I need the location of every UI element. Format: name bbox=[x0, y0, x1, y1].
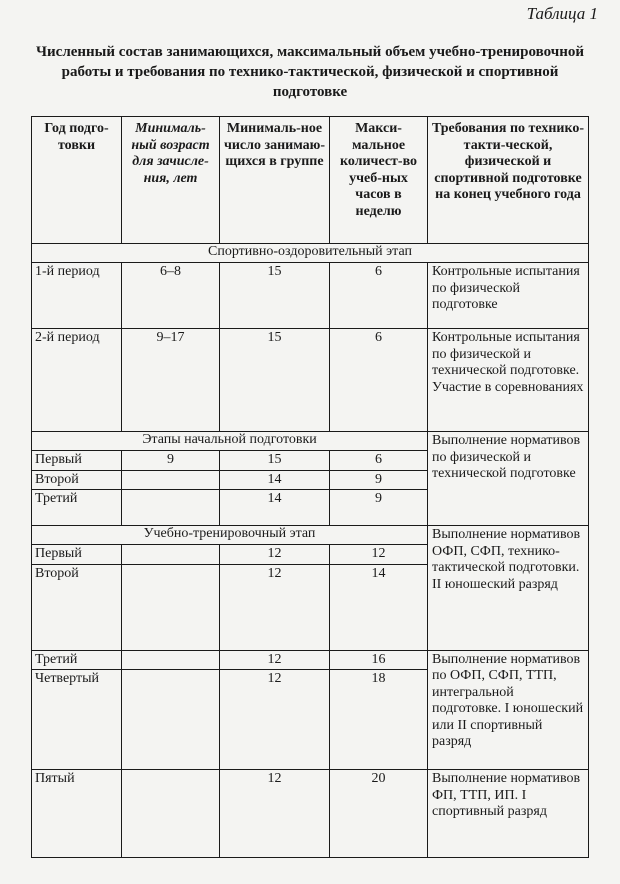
age-cell bbox=[122, 650, 220, 670]
age-cell bbox=[122, 564, 220, 650]
year-cell: Третий bbox=[32, 490, 122, 526]
hours-cell: 9 bbox=[330, 470, 428, 490]
year-cell: Второй bbox=[32, 564, 122, 650]
col-header-min-age: Минималь-ный возраст для зачисле-ния, лет bbox=[122, 117, 220, 244]
hours-cell: 6 bbox=[330, 451, 428, 471]
min-group-cell: 15 bbox=[220, 263, 330, 329]
year-cell: Второй bbox=[32, 470, 122, 490]
col-header-min-group: Минималь-ное число занимаю-щихся в группе bbox=[220, 117, 330, 244]
min-group-cell: 14 bbox=[220, 490, 330, 526]
table-title: Численный состав занимающихся, максимальный объем учебно-тренировочной работы и требования по технико-тактической, физической и спортивной подготовке bbox=[36, 44, 584, 100]
stage-row bbox=[32, 432, 589, 451]
hours-cell: 12 bbox=[330, 545, 428, 565]
header-row bbox=[32, 117, 589, 244]
table-row bbox=[32, 650, 589, 670]
table-row bbox=[32, 329, 589, 432]
hours-cell: 20 bbox=[330, 770, 428, 858]
age-cell bbox=[122, 670, 220, 770]
year-cell: Четвертый bbox=[32, 670, 122, 770]
table-number: Таблица 1 bbox=[526, 4, 598, 23]
table-row bbox=[32, 263, 589, 329]
requirements-cell: Выполнение нормативов ОФП, СФП, технико-тактической подготовки. II юношеский разряд bbox=[428, 526, 589, 651]
hours-cell: 6 bbox=[330, 263, 428, 329]
hours-cell: 16 bbox=[330, 650, 428, 670]
col-header-requirements: Требования по технико-такти-ческой, физической и спортивной подготовке на конец учебного года bbox=[428, 117, 589, 244]
hours-cell: 9 bbox=[330, 490, 428, 526]
age-cell bbox=[122, 770, 220, 858]
hours-cell: 18 bbox=[330, 670, 428, 770]
age-cell: 6–8 bbox=[122, 263, 220, 329]
table-row bbox=[32, 770, 589, 858]
training-requirements-table bbox=[31, 116, 589, 858]
age-cell: 9 bbox=[122, 451, 220, 471]
age-cell bbox=[122, 470, 220, 490]
requirements-cell: Контрольные испытания по физической и технической подготовке. Участие в соревнованиях bbox=[428, 329, 589, 432]
col-header-max-hours: Макси-мальное количест-во учеб-ных часов в неделю bbox=[330, 117, 428, 244]
min-group-cell: 14 bbox=[220, 470, 330, 490]
col-header-year: Год подго-товки bbox=[32, 117, 122, 244]
requirements-cell: Контрольные испытания по физической подготовке bbox=[428, 263, 589, 329]
min-group-cell: 12 bbox=[220, 670, 330, 770]
year-cell: Первый bbox=[32, 451, 122, 471]
stage-name: Спортивно-оздоровительный этап bbox=[32, 244, 589, 263]
requirements-cell: Выполнение нормативов по ОФП, СФП, ТТП, интегральной подготовке. I юношеский или II спортивный разряд bbox=[428, 650, 589, 770]
min-group-cell: 12 bbox=[220, 650, 330, 670]
requirements-cell: Выполнение нормативов ФП, ТТП, ИП. I спортивный разряд bbox=[428, 770, 589, 858]
stage-name: Этапы начальной подготовки bbox=[32, 432, 428, 451]
year-cell: Третий bbox=[32, 650, 122, 670]
age-cell bbox=[122, 545, 220, 565]
year-cell: 1-й период bbox=[32, 263, 122, 329]
stage-row bbox=[32, 526, 589, 545]
min-group-cell: 12 bbox=[220, 564, 330, 650]
year-cell: Первый bbox=[32, 545, 122, 565]
min-group-cell: 12 bbox=[220, 545, 330, 565]
hours-cell: 6 bbox=[330, 329, 428, 432]
min-group-cell: 15 bbox=[220, 451, 330, 471]
age-cell: 9–17 bbox=[122, 329, 220, 432]
age-cell bbox=[122, 490, 220, 526]
stage-row bbox=[32, 244, 589, 263]
min-group-cell: 12 bbox=[220, 770, 330, 858]
requirements-cell: Выполнение нормативов по физической и технической подготовке bbox=[428, 432, 589, 526]
hours-cell: 14 bbox=[330, 564, 428, 650]
min-group-cell: 15 bbox=[220, 329, 330, 432]
stage-name: Учебно-тренировочный этап bbox=[32, 526, 428, 545]
year-cell: 2-й период bbox=[32, 329, 122, 432]
year-cell: Пятый bbox=[32, 770, 122, 858]
